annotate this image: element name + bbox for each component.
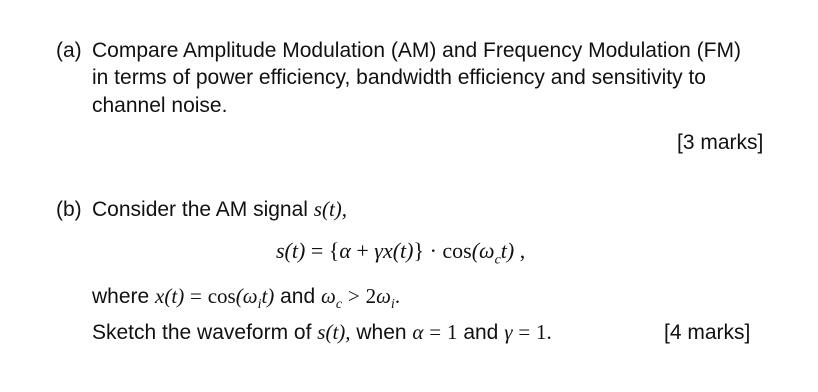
part-b-label: (b) (56, 198, 82, 221)
where-cos: cos (207, 284, 236, 308)
where-arg: (ω (235, 284, 258, 308)
where-equals: = (190, 284, 202, 308)
cond-equals-1: = (429, 320, 442, 344)
cond-one-1: 1 (446, 320, 458, 344)
part-a-line-3: channel noise. (92, 94, 228, 117)
eq-arg-sub: c (494, 252, 501, 268)
part-a-line-2: in terms of power efficiency, bandwidth efficiency and sensitivity to (92, 66, 706, 89)
part-b-marks: [4 marks] (664, 321, 751, 344)
eq-lhs: s(t) (276, 238, 306, 263)
part-a-label: (a) (56, 39, 82, 62)
eq-dot: · (429, 238, 437, 263)
eq-arg: (ω (471, 238, 495, 263)
part-a-line-1: Compare Amplitude Modulation (AM) and Frequency Modulation (FM) (92, 39, 741, 62)
where-arg-end: t) (261, 284, 275, 308)
part-b-intro-text: Consider the AM signal (92, 198, 308, 221)
omega-i: ω (376, 284, 391, 308)
cond-gamma: γ (504, 320, 513, 344)
cond-one-2: 1. (536, 320, 552, 344)
and-word: and (280, 285, 316, 308)
eq-gamma-x: γx(t) (374, 238, 414, 263)
signal-symbol: s(t), (313, 197, 348, 221)
eq-comma: , (519, 238, 526, 263)
sketch-symbol: s(t), (317, 320, 351, 344)
omega-i-sub: i (390, 297, 395, 313)
sketch-text: Sketch the waveform of (92, 321, 312, 344)
part-b-intro (92, 199, 347, 220)
where-period: . (394, 284, 401, 308)
eq-alpha: α (339, 238, 351, 263)
eq-arg-end: t) (500, 238, 515, 263)
where-line (92, 286, 400, 312)
eq-cos: cos (442, 238, 472, 263)
cond-alpha: α (412, 320, 424, 344)
eq-plus: + (356, 238, 369, 263)
sketch-line (92, 322, 552, 343)
where-arg-sub: i (257, 297, 262, 313)
omega-c-sub: c (335, 297, 343, 313)
am-signal-equation (276, 240, 525, 267)
two: 2 (365, 284, 377, 308)
cond-and: and (463, 321, 499, 344)
when-word: when (356, 321, 407, 344)
where-x: x(t) (155, 284, 185, 308)
where-word: where (92, 285, 150, 308)
eq-open-brace: { (328, 238, 340, 263)
eq-close-brace: } (413, 238, 425, 263)
greater-than: > (347, 284, 360, 308)
part-a-marks: [3 marks] (677, 131, 764, 154)
cond-equals-2: = (518, 320, 531, 344)
omega-c: ω (321, 284, 336, 308)
eq-equals: = (310, 238, 324, 263)
